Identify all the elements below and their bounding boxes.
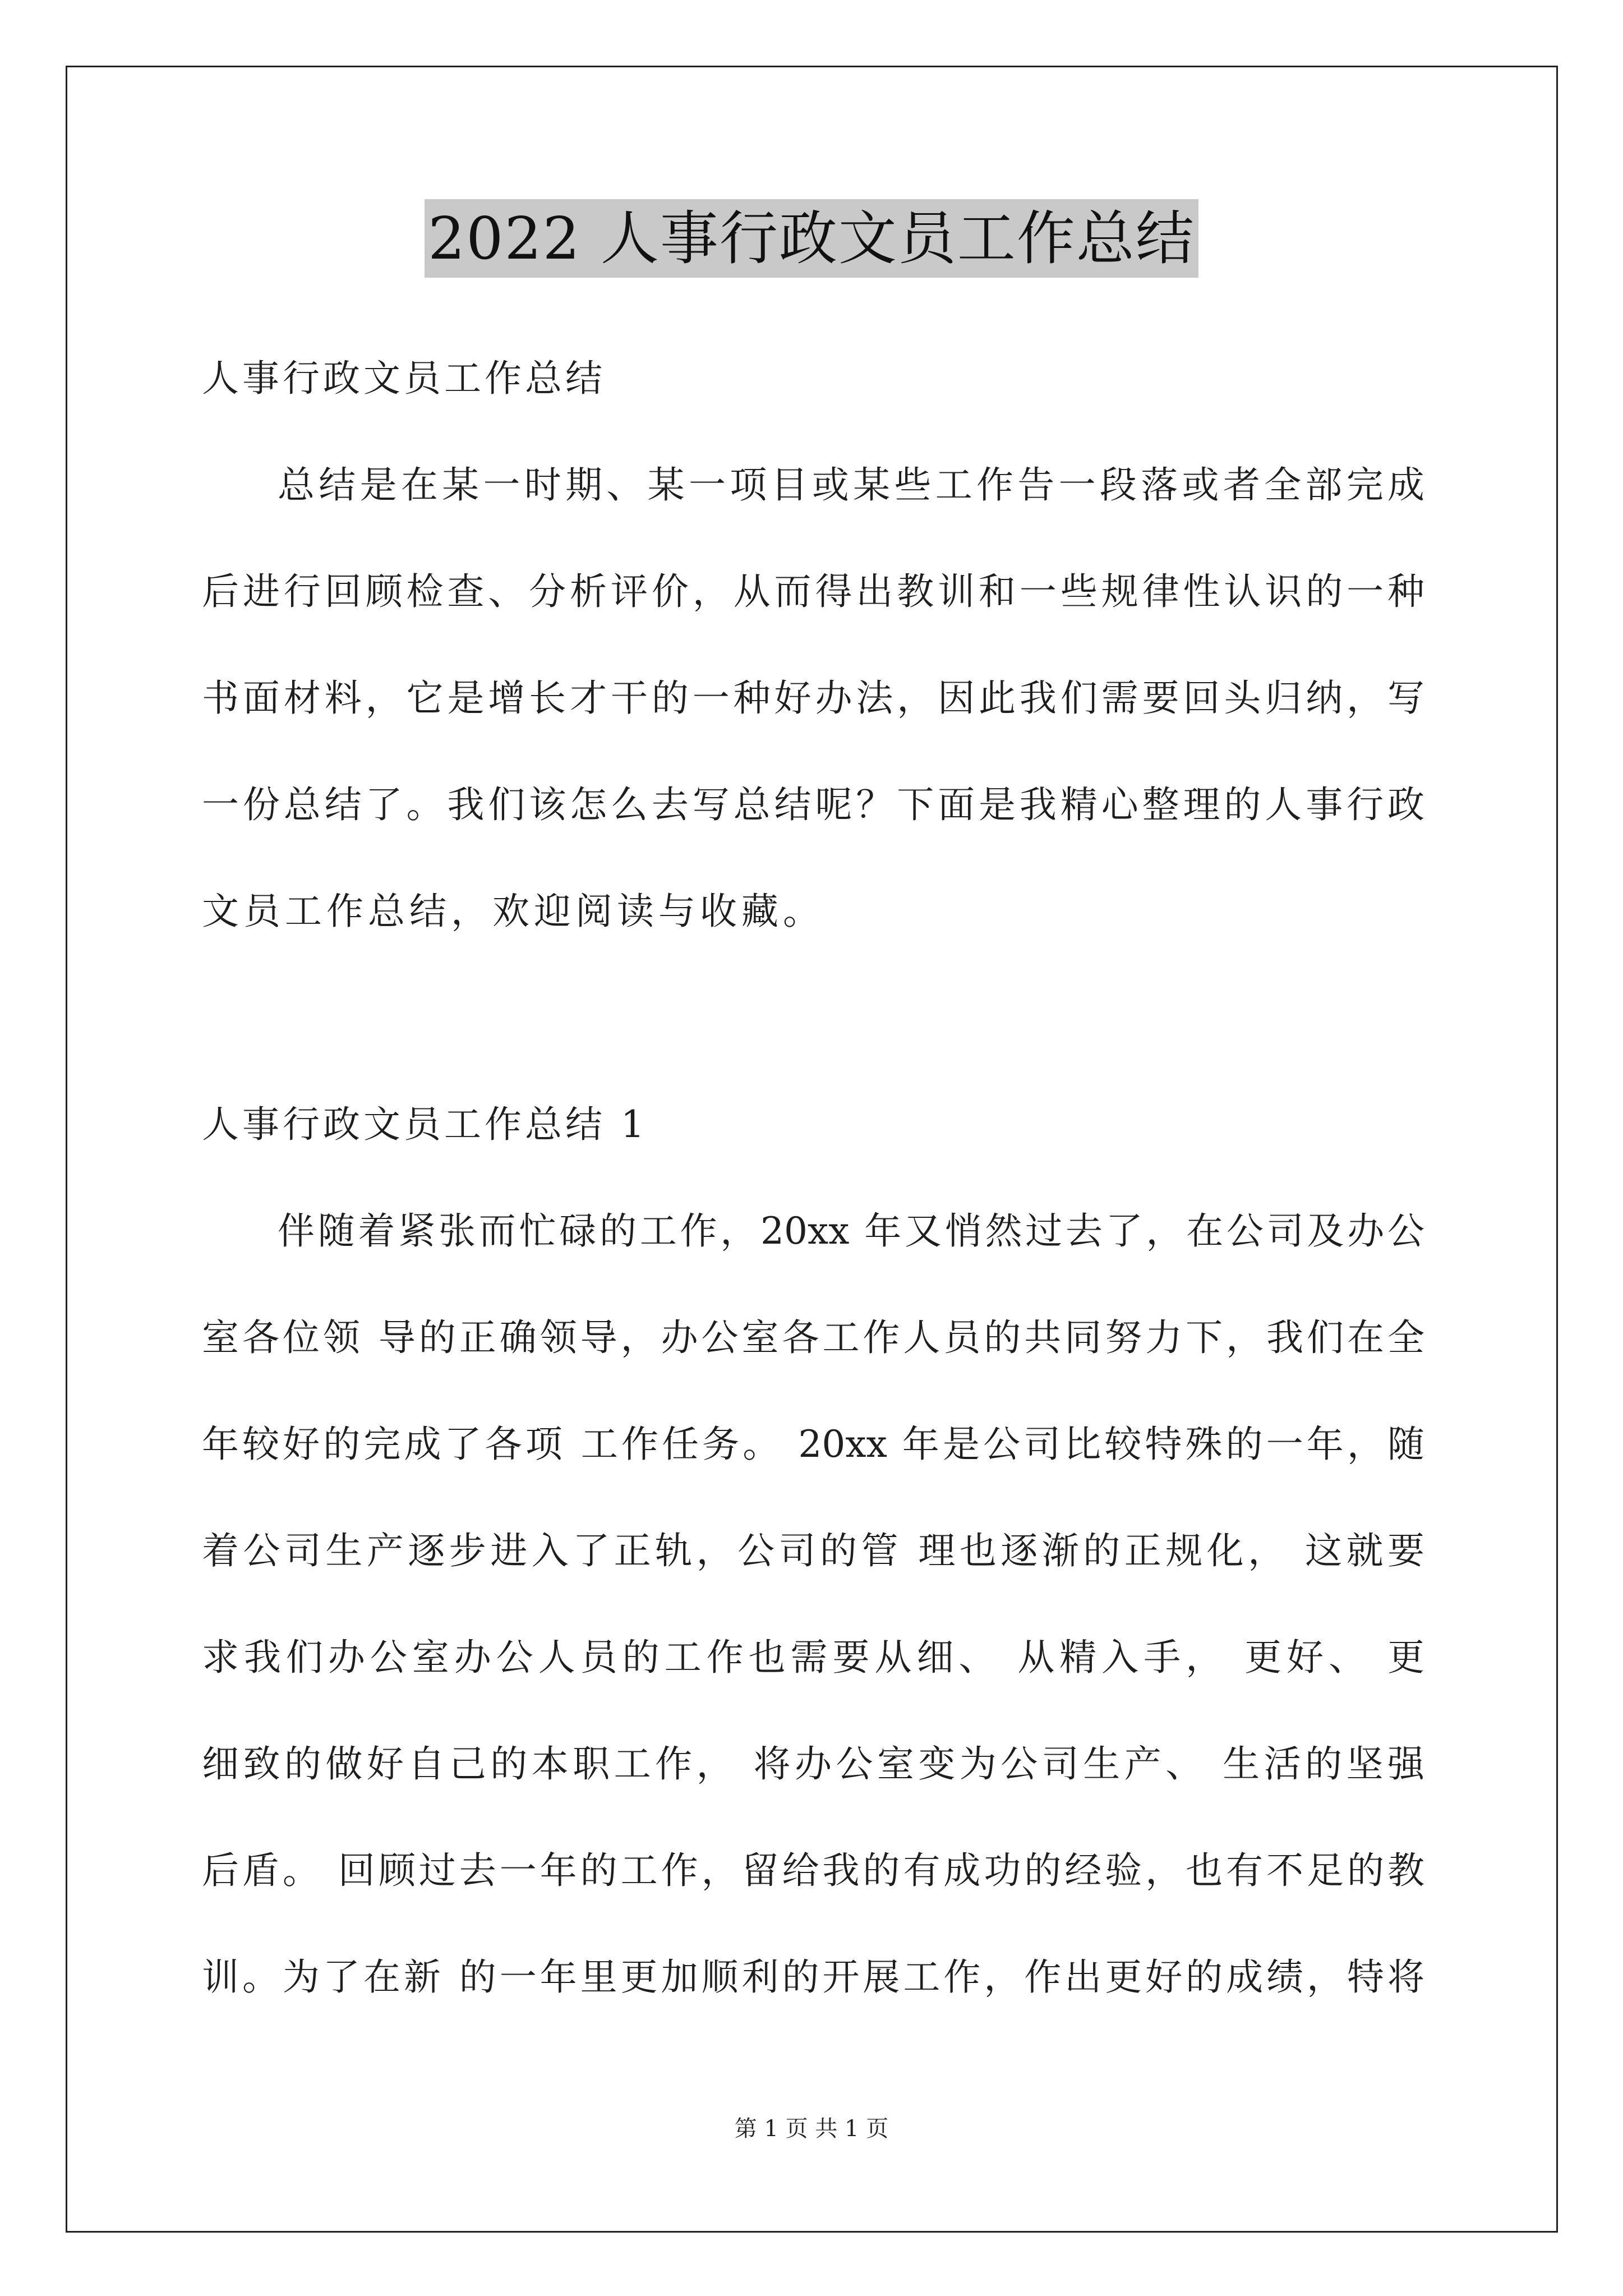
title-container bbox=[0, 199, 1623, 278]
intro-line-4: 一份总结了。我们该怎么去写总结呢？下面是我精心整理的人事行政 bbox=[202, 783, 1424, 826]
section-line-7: 后盾。 回顾过去一年的工作，留给我的有成功的经验，也有不足的教 bbox=[202, 1849, 1424, 1892]
intro-line-5: 文员工作总结，欢迎阅读与收藏。 bbox=[202, 890, 824, 933]
section-line-3: 年较好的完成了各项 工作任务。 20xx 年是公司比较特殊的一年，随 bbox=[202, 1423, 1424, 1466]
section-line-4: 着公司生产逐步进入了正轨，公司的管 理也逐渐的正规化， 这就要 bbox=[202, 1529, 1424, 1572]
section-line-2: 室各位领 导的正确领导，办公室各工作人员的共同努力下，我们在全 bbox=[202, 1316, 1424, 1359]
document-title: 2022 人事行政文员工作总结 bbox=[425, 199, 1198, 278]
section-line-6: 细致的做好自己的本职工作， 将办公室变为公司生产、 生活的坚强 bbox=[202, 1742, 1424, 1786]
page-footer: 第 1 页 共 1 页 bbox=[734, 2116, 889, 2142]
document-subtitle: 人事行政文员工作总结 bbox=[202, 357, 606, 400]
section-line-8: 训。为了在新 的一年里更加顺利的开展工作，作出更好的成绩，特将 bbox=[202, 1955, 1424, 1999]
intro-line-1: 总结是在某一时期、某一项目或某些工作告一段落或者全部完成 bbox=[278, 463, 1424, 507]
section-line-5: 求我们办公室办公人员的工作也需要从细、 从精入手， 更好、 更 bbox=[202, 1636, 1424, 1679]
section-heading: 人事行政文员工作总结 1 bbox=[202, 1103, 648, 1146]
intro-line-2: 后进行回顾检查、分析评价，从而得出教训和一些规律性认识的一种 bbox=[202, 570, 1424, 613]
section-line-1: 伴随着紧张而忙碌的工作，20xx 年又悄然过去了，在公司及办公 bbox=[278, 1209, 1424, 1253]
intro-line-3: 书面材料，它是增长才干的一种好办法，因此我们需要回头归纳，写 bbox=[202, 677, 1424, 720]
